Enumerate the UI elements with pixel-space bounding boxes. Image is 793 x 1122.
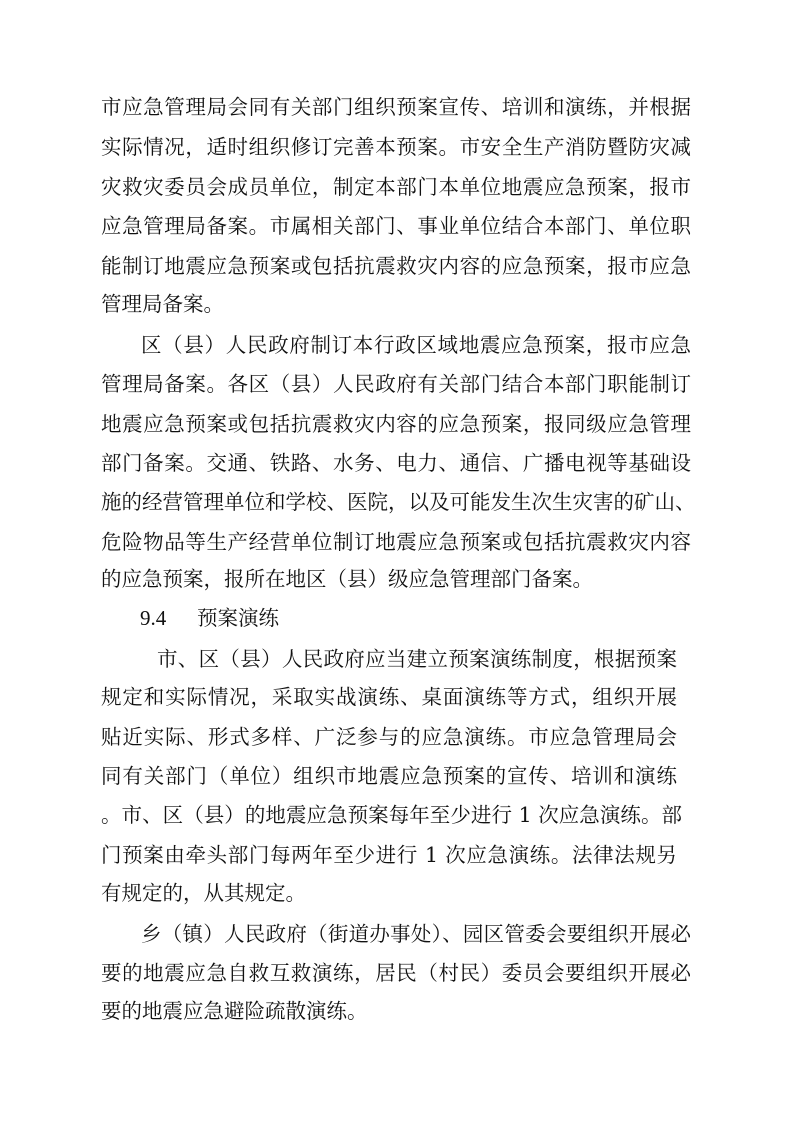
text-line: 规定和实际情况，采取实战演练、桌面演练等方式，组织开展 [101,685,677,709]
text-line: 施的经营管理单位和学校、医院，以及可能发生次生灾害的矿山、 [101,490,696,514]
text-line: 灾救灾委员会成员单位，制定本部门本单位地震应急预案，报市 [101,175,691,199]
text-line: 市应急管理局会同有关部门组织预案宣传、培训和演练，并根据 [101,95,691,119]
text-line: 。市、区（县）的地震应急预案每年至少进行 1 次应急演练。部 [101,803,682,827]
text-line: 贴近实际、形式多样、广泛参与的应急演练。市应急管理局会 [101,725,677,749]
text-line: 市、区（县）人民政府应当建立预案演练制度，根据预案 [157,647,677,671]
section-heading [140,603,279,633]
text-line: 有规定的，从其规定。 [101,881,306,905]
text-line: 危险物品等生产经营单位制订地震应急预案或包括抗震救灾内容 [101,530,691,554]
text-line: 要的地震应急避险疏散演练。 [101,999,368,1023]
text-line: 管理局备案。 [101,292,224,316]
text-line: 要的地震应急自救互救演练，居民（村民）委员会要组织开展必 [101,961,691,985]
text-line: 应急管理局备案。市属相关部门、事业单位结合本部门、单位职 [101,214,691,238]
text-line: 部门备案。交通、铁路、水务、电力、通信、广播电视等基础设 [101,451,691,475]
section-number: 9.4 [140,606,167,630]
text-line: 门预案由牵头部门每两年至少进行 1 次应急演练。法律法规另 [101,843,677,867]
text-line: 能制订地震应急预案或包括抗震救灾内容的应急预案，报市应急 [101,254,691,278]
text-line: 乡（镇）人民政府（街道办事处）、园区管委会要组织开展必 [141,922,691,946]
text-line: 实际情况，适时组织修订完善本预案。市安全生产消防暨防灾减 [101,135,691,159]
text-line: 的应急预案，报所在地区（县）级应急管理部门备案。 [101,567,593,591]
text-line: 同有关部门（单位）组织市地震应急预案的宣传、培训和演练 [101,764,677,788]
text-line: 地震应急预案或包括抗震救灾内容的应急预案，报同级应急管理 [101,412,691,436]
text-line: 区（县）人民政府制订本行政区域地震应急预案，报市应急 [141,333,691,357]
text-line: 管理局备案。各区（县）人民政府有关部门结合本部门职能制订 [101,372,691,396]
section-title: 预案演练 [197,606,279,630]
